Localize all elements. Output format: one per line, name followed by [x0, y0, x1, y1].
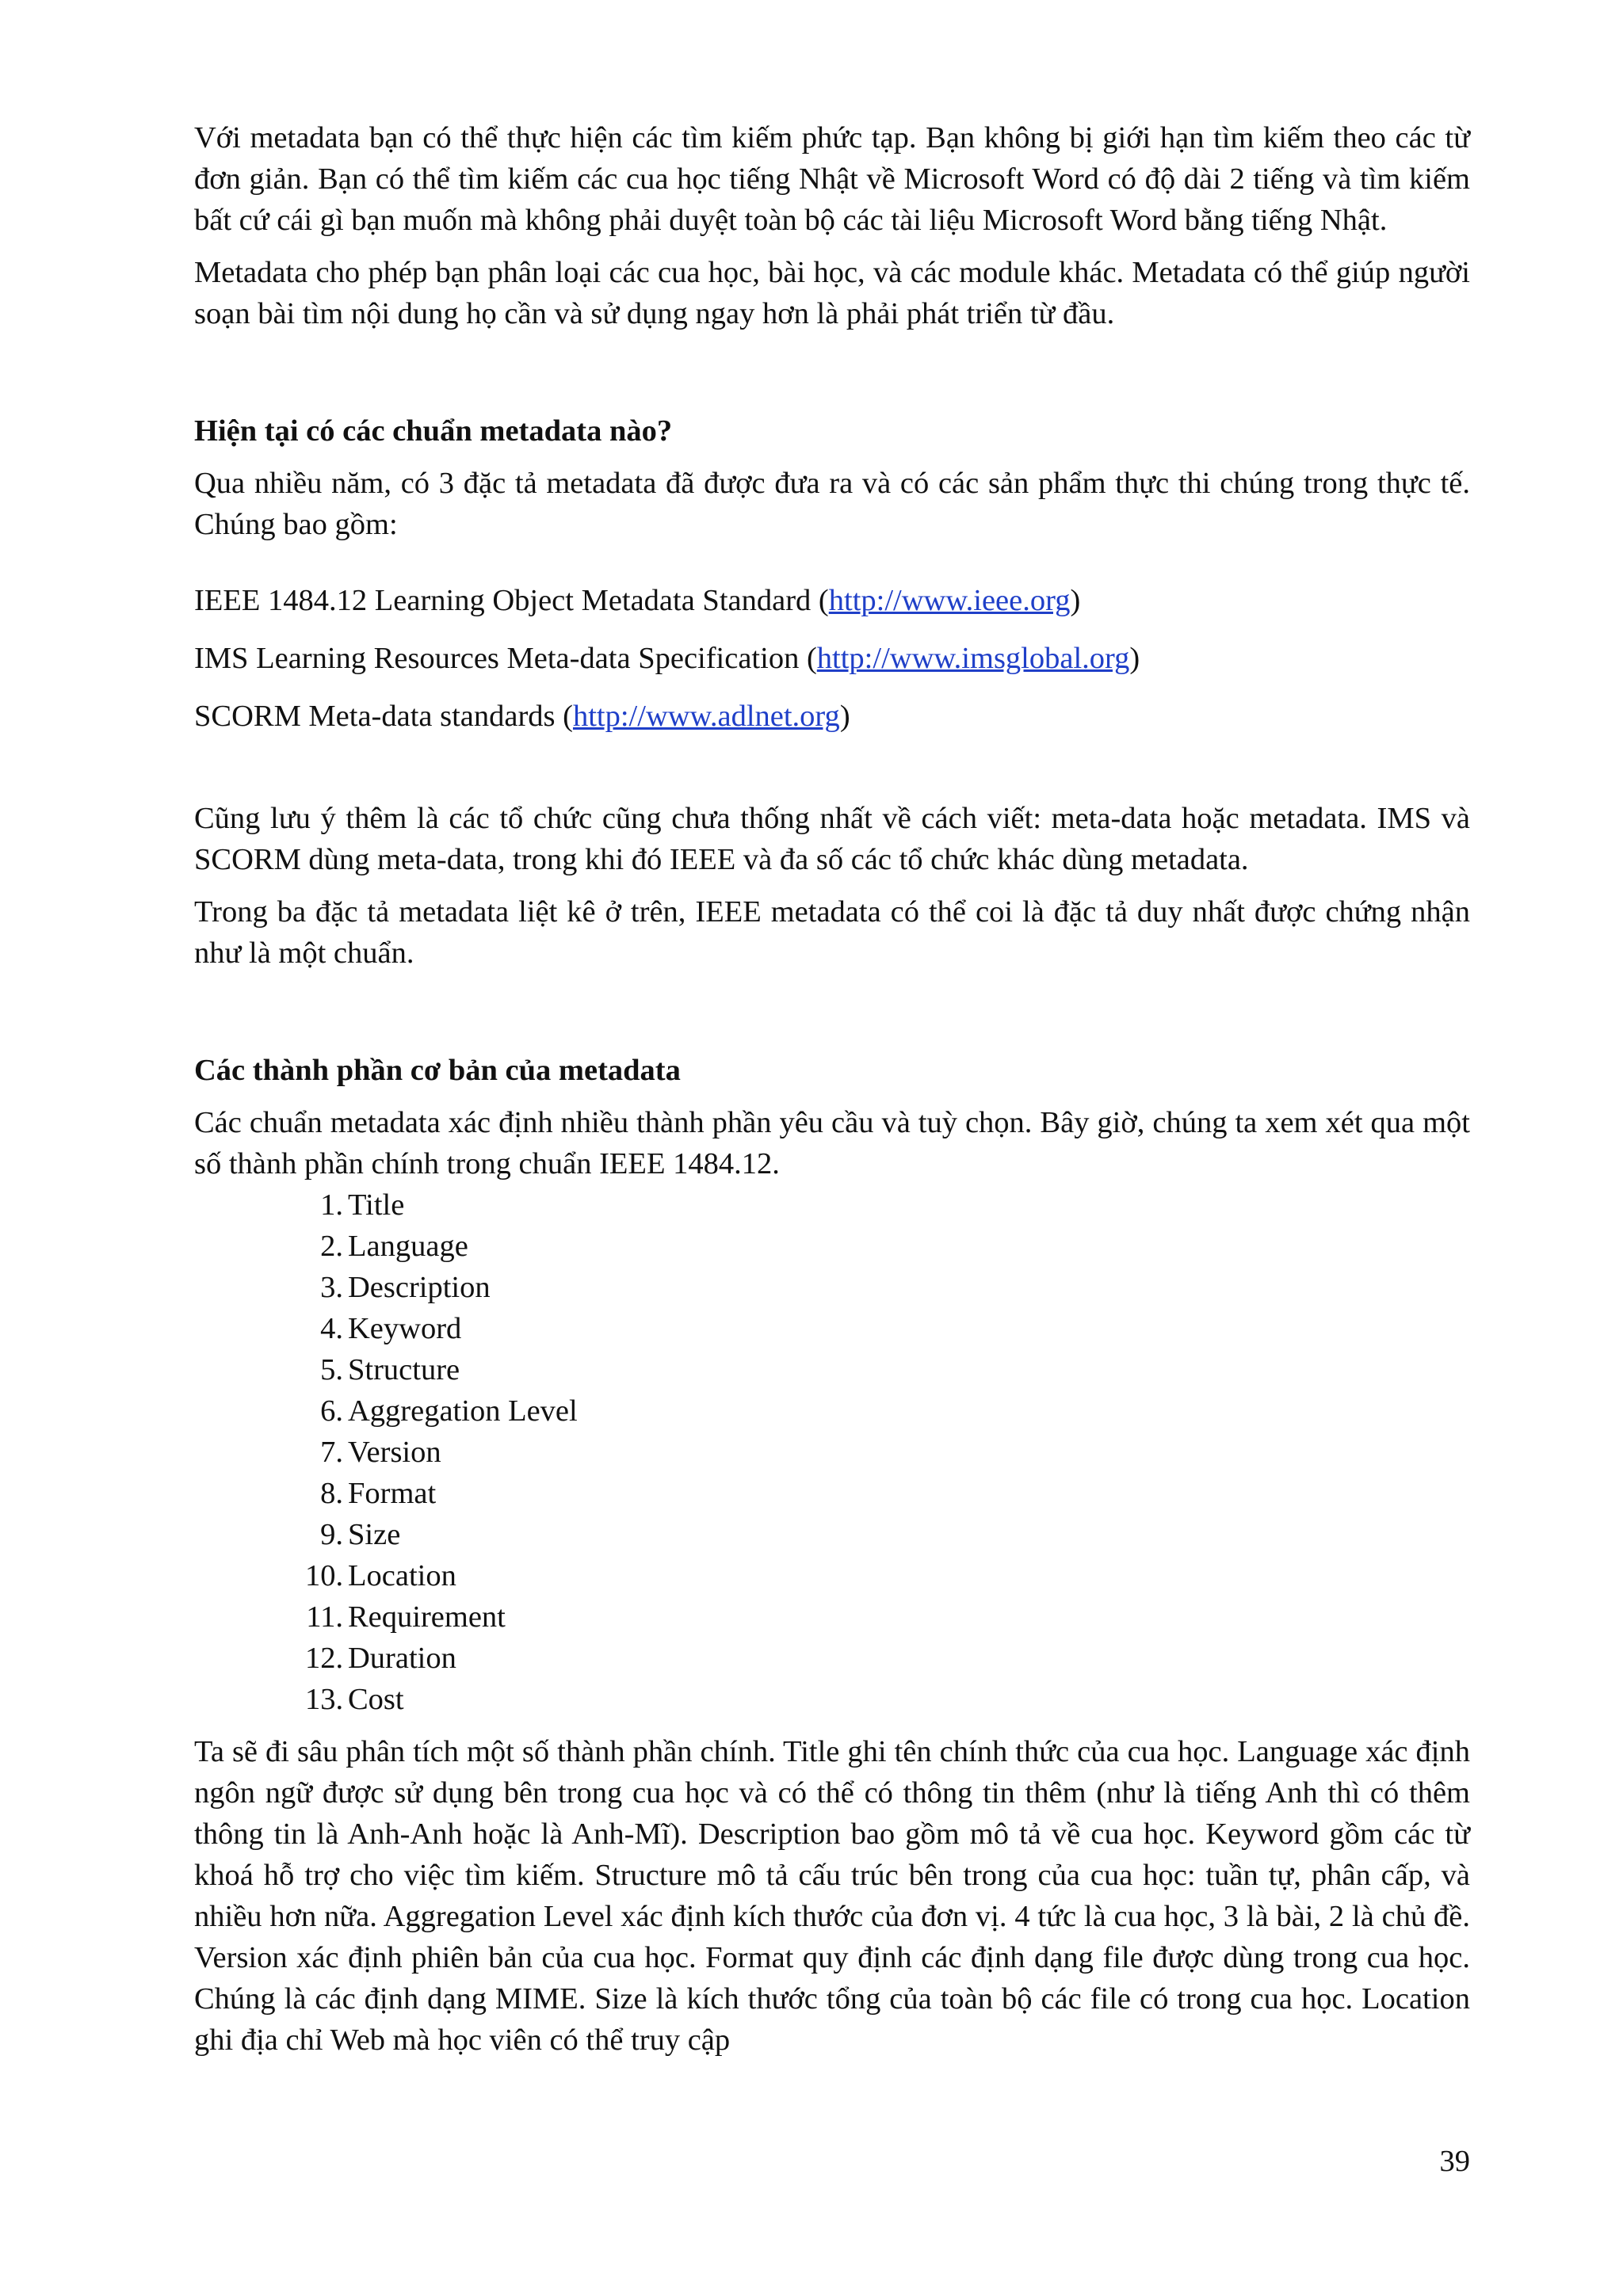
list-number: 11. [306, 1600, 343, 1634]
list-number: 6. [320, 1394, 343, 1428]
list-label: Aggregation Level [348, 1394, 578, 1428]
standard-item-ims [194, 638, 1470, 679]
standard-suffix: ) [839, 700, 850, 733]
list-label: Cost [348, 1683, 404, 1716]
list-label: Format [348, 1477, 437, 1510]
list-item [305, 1514, 1470, 1555]
page-number: 39 [1439, 2145, 1470, 2178]
heading-components: Các thành phần cơ bản của metadata [194, 1054, 681, 1087]
list-label: Requirement [348, 1600, 506, 1634]
list-label: Structure [348, 1353, 460, 1386]
paragraph-intro-search: Với metadata bạn có thể thực hiện các tìm kiếm phức tạp. Bạn không bị giới hạn tìm kiếm theo các từ đơn giản. Bạn có thể tìm kiếm các cua học tiếng Nhật về Microsoft Word có độ dài 2 tiếng và tìm kiếm bất cứ cái gì bạn muốn mà không phải duyệt toàn bộ các tài liệu Microsoft Word bằng tiếng Nhật. [194, 121, 1470, 237]
list-number: 1. [320, 1188, 343, 1222]
list-number: 7. [320, 1436, 343, 1469]
paragraph-intro-classify: Metadata cho phép bạn phân loại các cua học, bài học, và các module khác. Metadata có thể giúp người soạn bài tìm nội dung họ cần và sử dụng ngay hơn là phải phát triển từ đầu. [194, 256, 1470, 330]
standard-item-ieee [194, 580, 1470, 621]
list-label: Title [348, 1188, 405, 1222]
list-number: 9. [320, 1518, 343, 1551]
list-item [305, 1267, 1470, 1308]
list-item [305, 1679, 1470, 1720]
list-item [305, 1390, 1470, 1432]
paragraph-components-detail: Ta sẽ đi sâu phân tích một số thành phần chính. Title ghi tên chính thức của cua học. Language xác định ngôn ngữ được sử dụng bên trong cua học và có thể có thông tin thêm (như là tiếng Anh thì có thêm thông tin là Anh-Anh hoặc là Anh-Mĩ). Description bao gồm mô tả về cua học. Keyword gồm các từ khoá hỗ trợ cho việc tìm kiếm. Structure mô tả cấu trúc bên trong của cua học: tuần tự, phân cấp, và nhiều hơn nữa. Aggregation Level xác định kích thước của đơn vị. 4 tức là cua học, 3 là bài, 2 là chủ đề. Version xác định phiên bản của cua học. Format quy định các định dạng file được dùng trong cua học. Chúng là các định dạng MIME. Size là kích thước tổng của toàn bộ các file có trong cua học. Location ghi địa chỉ Web mà học viên có thể truy cập [194, 1735, 1470, 2057]
paragraph-components-intro: Các chuẩn metadata xác định nhiều thành phần yêu cầu và tuỳ chọn. Bây giờ, chúng ta xem xét qua một số thành phần chính trong chuẩn IEEE 1484.12. [194, 1106, 1470, 1180]
components-list [305, 1184, 1470, 1720]
standard-suffix: ) [1070, 584, 1081, 617]
list-number: 13. [305, 1683, 344, 1716]
list-item [305, 1226, 1470, 1267]
list-label: Location [348, 1559, 456, 1592]
list-item [305, 1432, 1470, 1473]
link-imsglobal[interactable]: http://www.imsglobal.org [816, 642, 1130, 675]
list-item [305, 1596, 1470, 1638]
list-number: 3. [320, 1271, 343, 1304]
list-label: Keyword [348, 1312, 462, 1345]
paragraph-spelling-note: Cũng lưu ý thêm là các tổ chức cũng chưa thống nhất về cách viết: meta-data hoặc metadata. IMS và SCORM dùng meta-data, trong khi đó IEEE và đa số các tổ chức khác dùng metadata. [194, 802, 1470, 876]
standard-name: IEEE 1484.12 Learning Object Metadata Standard ( [194, 584, 829, 617]
list-label: Language [348, 1230, 468, 1263]
list-item [305, 1473, 1470, 1514]
list-number: 2. [320, 1230, 343, 1263]
list-number: 4. [320, 1312, 343, 1345]
link-ieee[interactable]: http://www.ieee.org [828, 584, 1071, 617]
standard-name: SCORM Meta-data standards ( [194, 700, 573, 733]
list-number: 8. [320, 1477, 343, 1510]
list-item [305, 1638, 1470, 1679]
document-page [194, 117, 1470, 2061]
list-item [305, 1308, 1470, 1349]
list-label: Version [348, 1436, 441, 1469]
standard-name: IMS Learning Resources Meta-data Specification ( [194, 642, 817, 675]
list-number: 10. [305, 1559, 344, 1592]
list-number: 12. [305, 1642, 344, 1675]
list-item [305, 1555, 1470, 1596]
list-label: Duration [348, 1642, 456, 1675]
standard-item-scorm [194, 696, 1470, 737]
list-label: Size [348, 1518, 401, 1551]
standards-list [194, 580, 1470, 737]
link-adlnet[interactable]: http://www.adlnet.org [572, 700, 840, 733]
paragraph-ieee-note: Trong ba đặc tả metadata liệt kê ở trên, IEEE metadata có thể coi là đặc tả duy nhất được chứng nhận như là một chuẩn. [194, 895, 1470, 970]
list-number: 5. [320, 1353, 343, 1386]
list-label: Description [348, 1271, 491, 1304]
list-item [305, 1184, 1470, 1226]
standard-suffix: ) [1129, 642, 1140, 675]
paragraph-standards-intro: Qua nhiều năm, có 3 đặc tả metadata đã được đưa ra và có các sản phẩm thực thi chúng trong thực tế. Chúng bao gồm: [194, 467, 1470, 541]
list-item [305, 1349, 1470, 1390]
heading-standards: Hiện tại có các chuẩn metadata nào? [194, 414, 673, 448]
